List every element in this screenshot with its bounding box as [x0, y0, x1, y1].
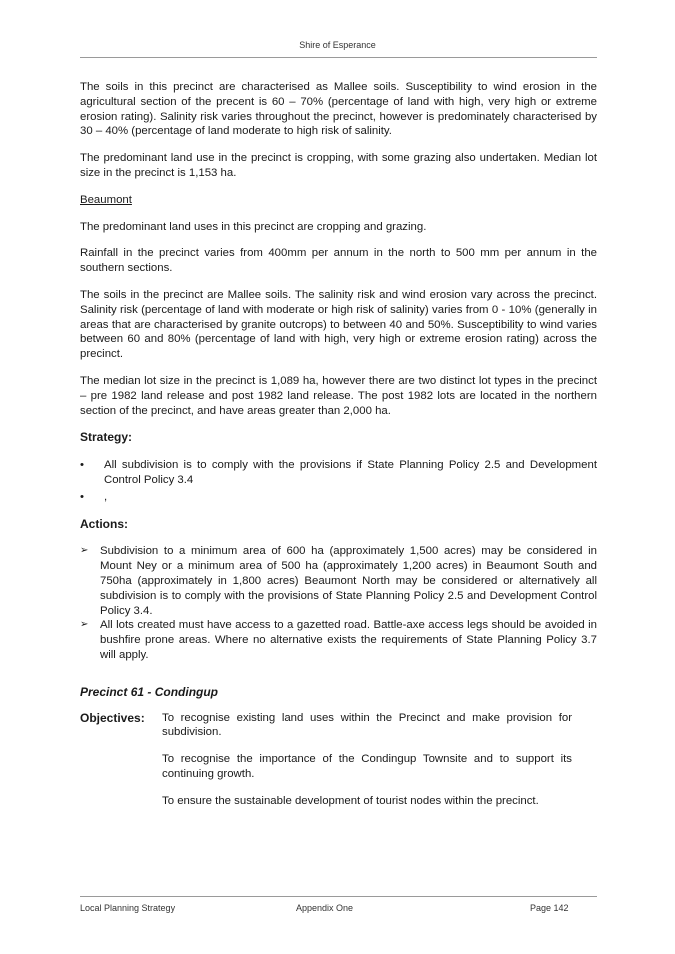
arrow-bullet-icon: ➢: [80, 545, 89, 557]
actions-heading: Actions:: [80, 516, 128, 531]
page-header: Shire of Esperance: [299, 40, 376, 50]
header-divider: [80, 57, 597, 58]
objectives-list: [162, 711, 572, 821]
arrow-bullet-icon: ➢: [80, 619, 89, 631]
footer-divider: [80, 896, 597, 897]
list-item: [80, 458, 597, 488]
strategy-item-text: ,: [104, 490, 108, 503]
list-item: [80, 618, 597, 662]
objective-item: To ensure the sustainable development of tourist nodes within the precinct.: [162, 794, 539, 807]
footer-document-title: Local Planning Strategy: [80, 903, 176, 913]
strategy-list: [80, 458, 597, 504]
actions-list: [80, 544, 597, 662]
subheading-beaumont: Beaumont: [80, 193, 132, 206]
list-item: [80, 544, 597, 618]
footer-page-number: Page 142: [530, 903, 569, 913]
paragraph-beaumont-land-use: The predominant land uses in this precinct are cropping and grazing.: [80, 220, 427, 233]
paragraph-rainfall: Rainfall in the precinct varies from 400mm per annum in the north to 500 mm per annum in the southern sections.: [80, 247, 597, 275]
precinct-title: Precinct 61 - Condingup: [80, 684, 219, 699]
paragraph-beaumont-soils: The soils in the precinct are Mallee soils. The salinity risk and wind erosion vary across the precinct. Salinity risk (percentage of land with moderate or high risk of salinity) varies from 0 - 10% (generally in areas that are characterised by granite outcrops) to between 40 and 50%. Susceptibility to wind varies between 60 and 80% (percentage of land with high, very high or extreme erosion rating) across the precinct.: [80, 288, 597, 361]
list-item: [80, 490, 597, 505]
objective-item: To recognise existing land uses within the Precinct and make provision for subdivision.: [162, 711, 572, 739]
objectives-label: Objectives:: [80, 710, 145, 725]
page-content: [80, 80, 597, 820]
bullet-icon: •: [80, 459, 84, 472]
objectives-section: [80, 711, 597, 821]
paragraph-lot-size: The median lot size in the precinct is 1,089 ha, however there are two distinct lot types in the precinct – pre 1982 land release and post 1982 land release. The post 1982 lots are located in the northern section of the precinct, and have areas greater than 2,000 ha.: [80, 374, 597, 417]
paragraph-soils: The soils in this precinct are characterised as Mallee soils. Susceptibility to wind erosion in the agricultural section of the precent is 60 – 70% (percentage of land with high, very high or extreme erosion rating). Salinity risk varies throughout the precinct, however is predominately characterised by 30 – 40% (percentage of land moderate to high risk of salinity.: [80, 81, 597, 138]
paragraph-land-use: The predominant land use in the precinct is cropping, with some grazing also undertaken. Median lot size in the precinct is 1,153 ha.: [80, 152, 597, 179]
footer-appendix: Appendix One: [296, 903, 354, 913]
strategy-heading: Strategy:: [80, 430, 133, 445]
objective-item: To recognise the importance of the Condingup Townsite and to support its continuing growth.: [162, 753, 572, 780]
action-item-text: All lots created must have access to a gazetted road. Battle-axe access legs should be avoided in bushfire prone areas. Where no alternative exists the requirements of State Planning Policy 3.7 will apply.: [100, 619, 597, 661]
strategy-item-text: All subdivision is to comply with the provisions if State Planning Policy 2.5 and Development Control Policy 3.4: [104, 459, 597, 486]
bullet-icon: •: [80, 490, 84, 503]
action-item-text: Subdivision to a minimum area of 600 ha (approximately 1,500 acres) may be considered in Mount Ney or a minimum area of 500 ha (approximately 1,200 acres) in Beaumont South and 750ha (approximately in 1,800 acres) Beaumont North may be considered or alternatively all subdivision is to comply with the provisions of State Planning Policy 2.5 and Development Control Policy 3.4.: [100, 545, 597, 617]
